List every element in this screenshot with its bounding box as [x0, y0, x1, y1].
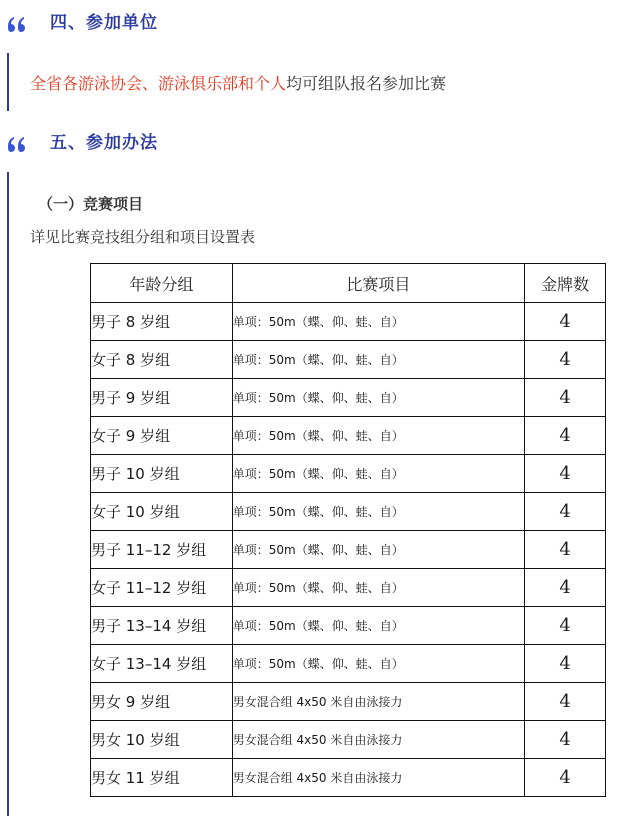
- age-group-cell: 男子 13–14 岁组: [91, 607, 233, 645]
- event-cell: 单项：50m（蝶、仰、蛙、自）: [232, 455, 524, 493]
- table-row: [91, 645, 606, 683]
- header-event: 比赛项目: [232, 264, 524, 303]
- age-group-cell: 男女 11 岁组: [91, 759, 233, 797]
- medals-cell: 4: [525, 493, 606, 531]
- age-group-cell: 男女 10 岁组: [91, 721, 233, 759]
- event-cell: 单项：50m（蝶、仰、蛙、自）: [232, 607, 524, 645]
- table-row: [91, 341, 606, 379]
- table-row: [91, 493, 606, 531]
- quote-icon: [6, 16, 28, 36]
- medals-cell: 4: [525, 645, 606, 683]
- event-cell: 单项：50m（蝶、仰、蛙、自）: [232, 493, 524, 531]
- age-group-cell: 女子 10 岁组: [91, 493, 233, 531]
- subsection-description: 详见比赛竞技组分组和项目设置表: [30, 228, 256, 246]
- section-four-body: [30, 72, 446, 96]
- subsection-title: （一）竞赛项目: [38, 195, 144, 213]
- medals-cell: 4: [525, 379, 606, 417]
- table-row: [91, 455, 606, 493]
- medals-cell: 4: [525, 683, 606, 721]
- table-row: [91, 531, 606, 569]
- header-age-group: 年龄分组: [91, 264, 233, 303]
- section-five-header: [0, 128, 618, 158]
- table-row: [91, 303, 606, 341]
- age-group-cell: 女子 8 岁组: [91, 341, 233, 379]
- age-group-cell: 男子 10 岁组: [91, 455, 233, 493]
- event-cell: 单项：50m（蝶、仰、蛙、自）: [232, 379, 524, 417]
- event-cell: 单项：50m（蝶、仰、蛙、自）: [232, 569, 524, 607]
- medals-cell: 4: [525, 569, 606, 607]
- eligible-participants-rest: 均可组队报名参加比赛: [286, 74, 447, 93]
- table-row: [91, 379, 606, 417]
- medals-cell: 4: [525, 721, 606, 759]
- age-group-cell: 男子 9 岁组: [91, 379, 233, 417]
- age-group-cell: 男女 9 岁组: [91, 683, 233, 721]
- event-cell: 男女混合组 4x50 米自由泳接力: [232, 721, 524, 759]
- table-row: [91, 569, 606, 607]
- section-five-title: 五、参加办法: [50, 133, 158, 153]
- event-cell: 男女混合组 4x50 米自由泳接力: [232, 683, 524, 721]
- header-medals: 金牌数: [525, 264, 606, 303]
- event-cell: 男女混合组 4x50 米自由泳接力: [232, 759, 524, 797]
- medals-cell: 4: [525, 341, 606, 379]
- medals-cell: 4: [525, 303, 606, 341]
- event-cell: 单项：50m（蝶、仰、蛙、自）: [232, 417, 524, 455]
- eligible-participants-highlight: 全省各游泳协会、游泳俱乐部和个人: [30, 74, 287, 93]
- event-cell: 单项：50m（蝶、仰、蛙、自）: [232, 531, 524, 569]
- table-row: [91, 607, 606, 645]
- event-cell: 单项：50m（蝶、仰、蛙、自）: [232, 341, 524, 379]
- section-four-border: [7, 53, 9, 111]
- quote-icon: [6, 136, 28, 156]
- medals-cell: 4: [525, 531, 606, 569]
- events-table: [90, 263, 606, 797]
- medals-cell: 4: [525, 455, 606, 493]
- section-five-border: [7, 172, 9, 816]
- medals-cell: 4: [525, 417, 606, 455]
- medals-cell: 4: [525, 759, 606, 797]
- table-row: [91, 683, 606, 721]
- age-group-cell: 女子 9 岁组: [91, 417, 233, 455]
- age-group-cell: 女子 13–14 岁组: [91, 645, 233, 683]
- event-cell: 单项：50m（蝶、仰、蛙、自）: [232, 645, 524, 683]
- table-header-row: [91, 264, 606, 303]
- table-row: [91, 417, 606, 455]
- section-four-header: [0, 8, 618, 38]
- age-group-cell: 男子 11–12 岁组: [91, 531, 233, 569]
- medals-cell: 4: [525, 607, 606, 645]
- section-four-title: 四、参加单位: [50, 13, 158, 33]
- age-group-cell: 男子 8 岁组: [91, 303, 233, 341]
- age-group-cell: 女子 11–12 岁组: [91, 569, 233, 607]
- table-row: [91, 759, 606, 797]
- event-cell: 单项：50m（蝶、仰、蛙、自）: [232, 303, 524, 341]
- table-row: [91, 721, 606, 759]
